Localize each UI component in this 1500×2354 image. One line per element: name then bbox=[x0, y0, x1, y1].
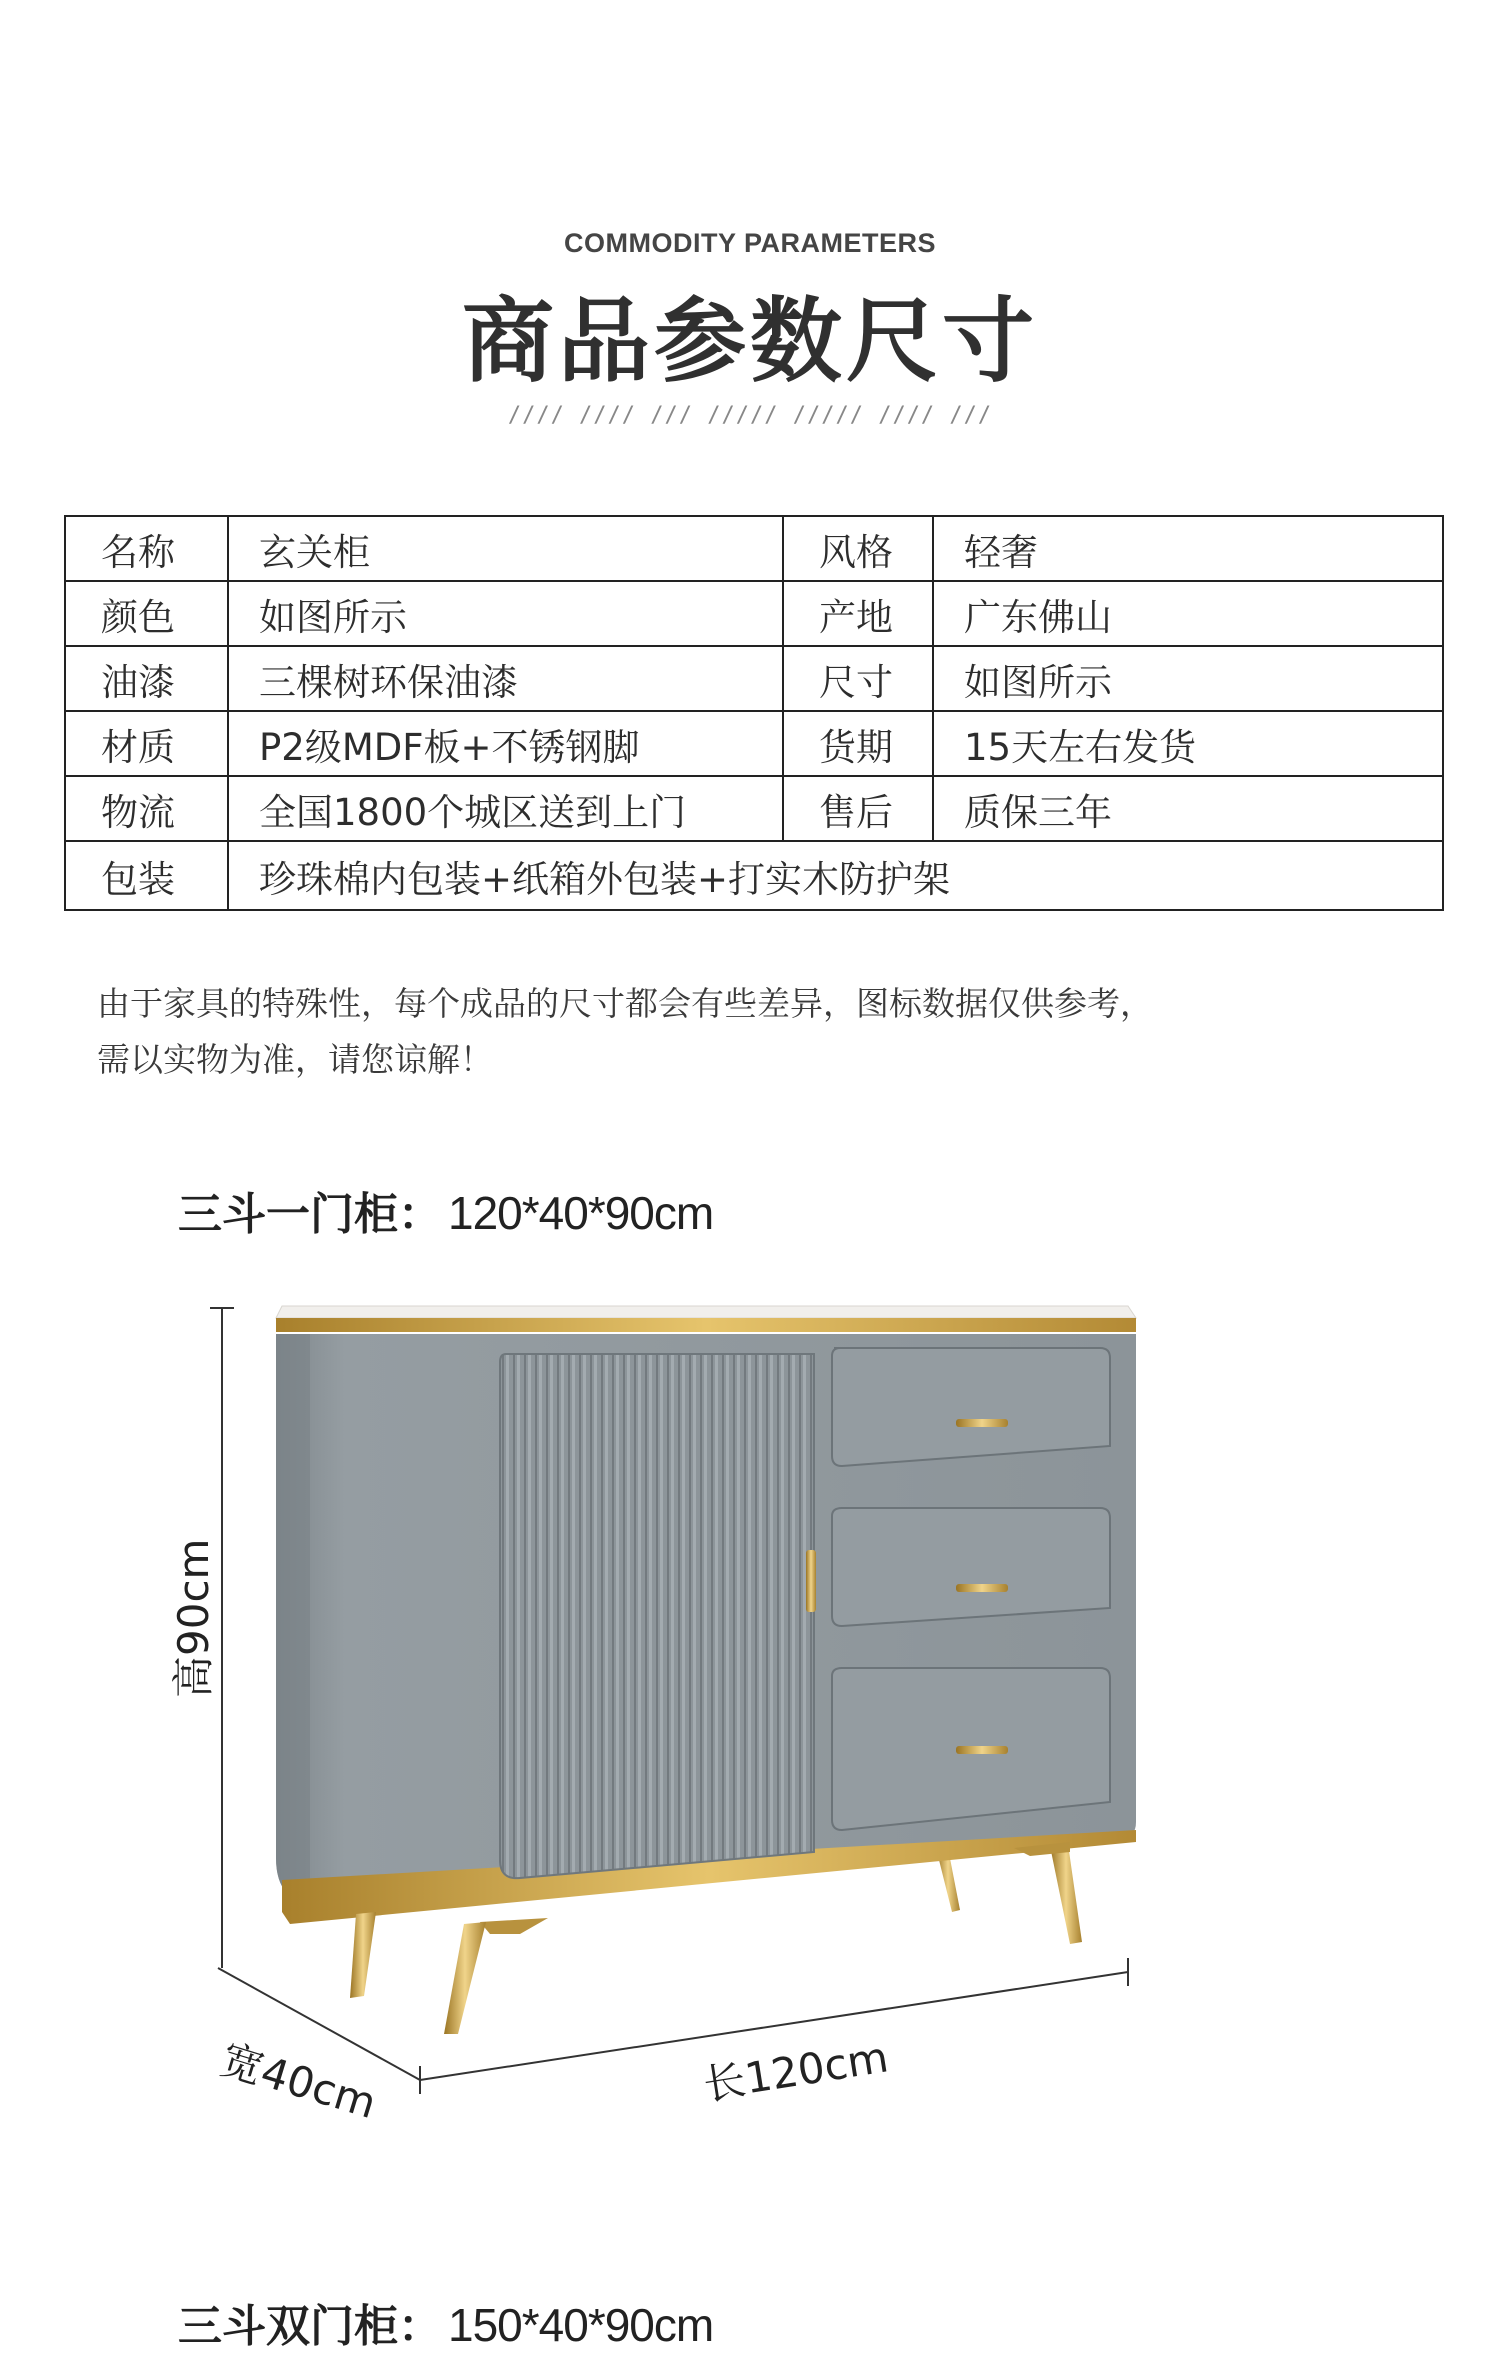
next-product-size-label bbox=[178, 2290, 713, 2354]
back-left-leg-bracket bbox=[480, 1918, 548, 1934]
next-product-dims: 150*40*90cm bbox=[448, 2299, 714, 2351]
width-label: 长120cm bbox=[699, 2032, 892, 2110]
gold-trim-top bbox=[276, 1318, 1136, 1332]
door-handle bbox=[806, 1550, 816, 1612]
front-left-leg bbox=[350, 1912, 376, 1998]
front-center-leg bbox=[444, 1922, 486, 2034]
param-value: 三棵树环保油漆 bbox=[228, 646, 783, 711]
marble-top bbox=[276, 1306, 1136, 1318]
note-line-1: 由于家具的特殊性，每个成品的尺寸都会有些差异，图标数据仅供参考， bbox=[97, 984, 1153, 1023]
param-key: 包装 bbox=[65, 841, 228, 910]
param-value: 如图所示 bbox=[228, 581, 783, 646]
param-value: 全国1800个城区送到上门 bbox=[228, 776, 783, 841]
drawer-handle-middle bbox=[956, 1584, 1008, 1592]
param-value: 轻奢 bbox=[933, 516, 1443, 581]
param-key: 售后 bbox=[783, 776, 933, 841]
param-key: 风格 bbox=[783, 516, 933, 581]
param-value: 广东佛山 bbox=[933, 581, 1443, 646]
decorative-slashes: //// //// /// ///// ///// //// /// bbox=[507, 403, 993, 428]
product-name: 三斗一门柜： bbox=[178, 1189, 442, 1240]
param-value: 珍珠棉内包装+纸箱外包装+打实木防护架 bbox=[228, 841, 1443, 910]
depth-label: 宽40cm bbox=[215, 2034, 382, 2129]
param-key: 产地 bbox=[783, 581, 933, 646]
param-key: 物流 bbox=[65, 776, 228, 841]
param-key: 尺寸 bbox=[783, 646, 933, 711]
param-key: 名称 bbox=[65, 516, 228, 581]
height-label: 高90cm bbox=[169, 1538, 218, 1698]
fluted-door bbox=[500, 1354, 814, 1878]
drawer-middle bbox=[832, 1508, 1110, 1626]
param-value: 如图所示 bbox=[933, 646, 1443, 711]
param-key: 货期 bbox=[783, 711, 933, 776]
param-value: 质保三年 bbox=[933, 776, 1443, 841]
param-key: 油漆 bbox=[65, 646, 228, 711]
section-subtitle: COMMODITY PARAMETERS bbox=[563, 228, 936, 258]
param-value: 15天左右发货 bbox=[933, 711, 1443, 776]
next-product-name: 三斗双门柜： bbox=[178, 2301, 442, 2352]
param-value: P2级MDF板+不锈钢脚 bbox=[228, 711, 783, 776]
note-line-2: 需以实物为准，请您谅解！ bbox=[97, 1040, 493, 1079]
body-side-shade bbox=[276, 1334, 310, 1900]
product-dims: 120*40*90cm bbox=[448, 1187, 714, 1239]
drawer-handle-top bbox=[956, 1419, 1008, 1427]
drawer-top bbox=[832, 1348, 1110, 1466]
param-value: 玄关柜 bbox=[228, 516, 783, 581]
param-key: 颜色 bbox=[65, 581, 228, 646]
param-key: 材质 bbox=[65, 711, 228, 776]
section-title: 商品参数尺寸 bbox=[461, 288, 1038, 395]
front-right-leg bbox=[1050, 1844, 1082, 1944]
drawer-handle-bottom bbox=[956, 1746, 1008, 1754]
